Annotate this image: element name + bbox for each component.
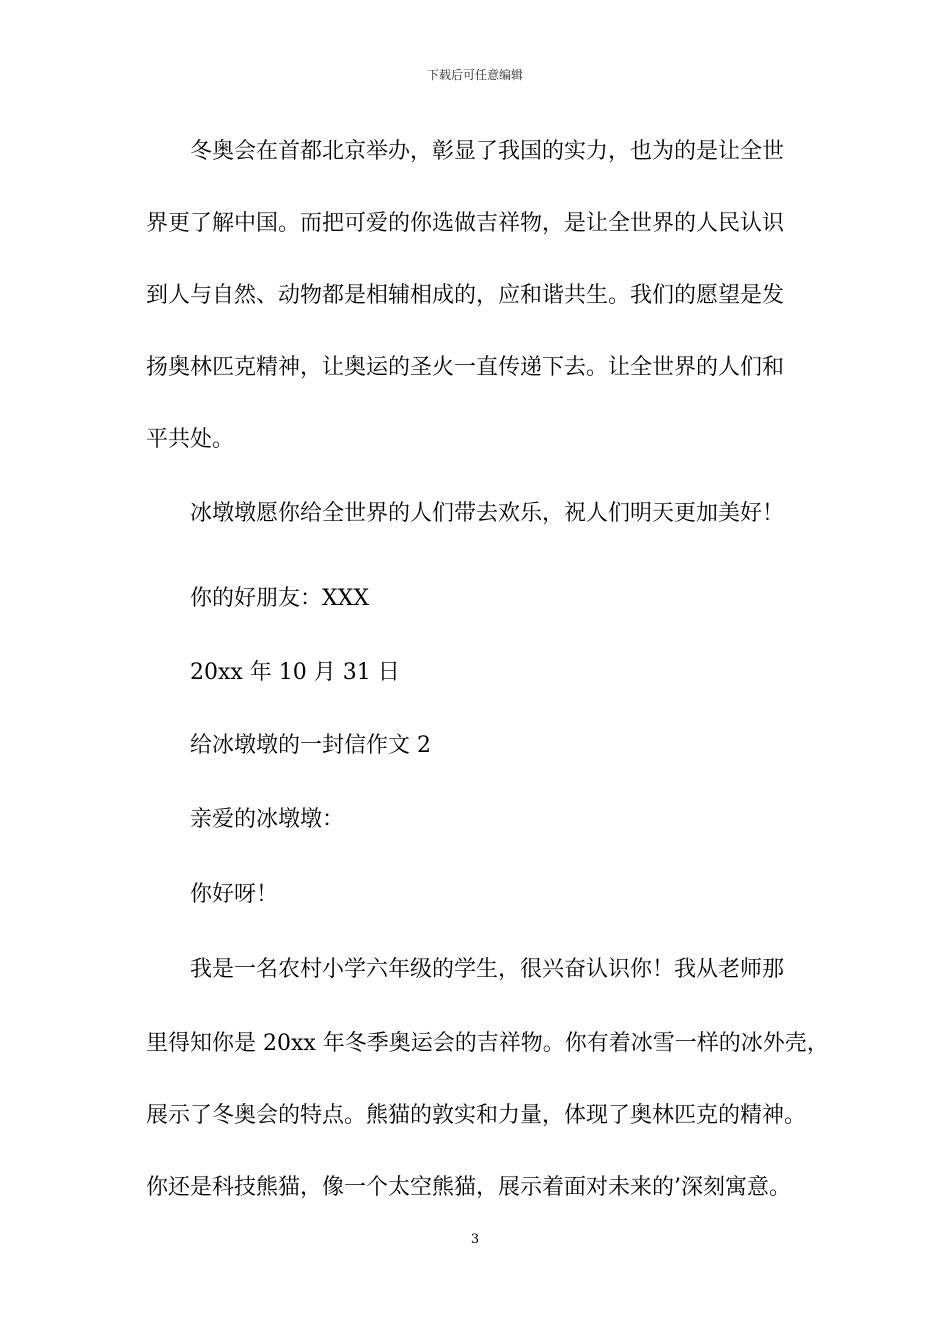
page-number: 3	[470, 1232, 480, 1247]
paragraph-line: 展示了冬奥会的特点。熊猫的敦实和力量，体现了奥林匹克的精神。	[146, 1103, 807, 1128]
greeting-line: 你好呀！	[190, 882, 279, 907]
paragraph-line: 冬奥会在首都北京举办，彰显了我国的实力，也为的是让全世	[190, 139, 785, 164]
paragraph-line: 扬奥林匹克精神，让奥运的圣火一直传递下去。让全世界的人们和	[146, 355, 785, 380]
date-line: 20xx 年 10 月 31 日	[190, 660, 400, 685]
page-header: 下载后可任意编辑	[426, 68, 523, 82]
paragraph-line: 冰墩墩愿你给全世界的人们带去欢乐，祝人们明天更加美好！	[190, 501, 785, 526]
paragraph-line: 到人与自然、动物都是相辅相成的，应和谐共生。我们的愿望是发	[146, 283, 785, 308]
paragraph-line: 平共处。	[146, 427, 235, 452]
section-title: 给冰墩墩的一封信作文 2	[190, 733, 431, 758]
paragraph-line: 我是一名农村小学六年级的学生，很兴奋认识你！我从老师那	[190, 957, 785, 982]
paragraph-line: 里得知你是 20xx 年冬季奥运会的吉祥物。你有着冰雪一样的冰外壳，	[146, 1031, 829, 1056]
signature-line: 你的好朋友：XXX	[190, 586, 369, 611]
paragraph-line: 你还是科技熊猫，像一个太空熊猫，展示着面对未来的’深刻寓意。	[146, 1175, 791, 1200]
paragraph-line: 界更了解中国。而把可爱的你选做吉祥物，是让全世界的人民认识	[146, 211, 785, 236]
salutation-line: 亲爱的冰墩墩：	[190, 807, 345, 832]
